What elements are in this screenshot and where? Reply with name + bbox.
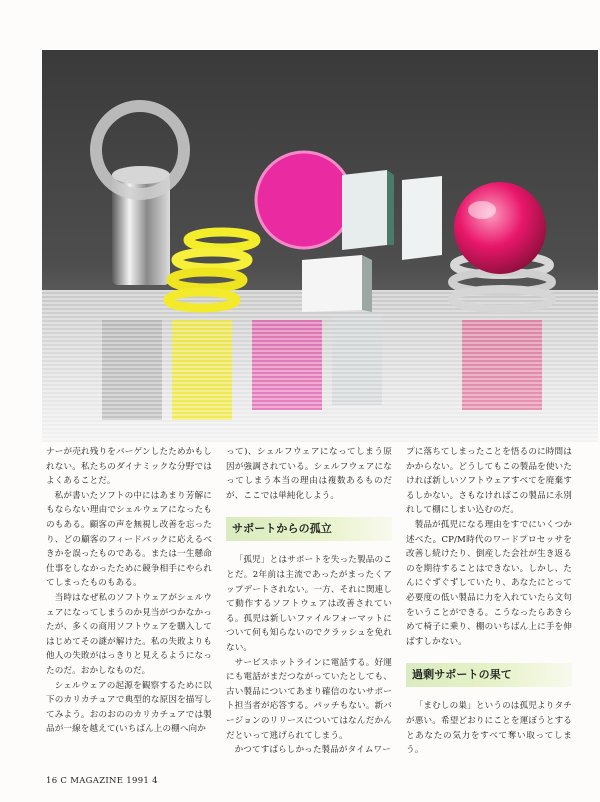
paragraph: プに落ちてしまったことを悟るのに時間はかからない。どうしてもこの製品を使いたければ新しいソフトウェアすべてを廃棄するしかない。さもなければこの製品に永別れして棚にしまい込むのだ。 [406, 447, 572, 516]
paragraph: 当時はなぜ私のソフトウェアがシェルウェアになってしまうのか見当がつかなかったが、多くの商用ソフトウェアを購入してはじめてその謎が解けた。私の失敗よりも他人の失敗がはっきりと見えるようになったのだ。おかしなものだ。 [46, 592, 212, 676]
paragraph: かつてすばらしかった製品がタイムワー [234, 745, 391, 756]
paragraph: 「まむしの巣」というのは孤児よりタチが悪い。希望どおりにことを運ぼうとするとあなたの気力をすべて奪い取ってしまう。 [406, 701, 572, 756]
text-column-3 [406, 445, 572, 758]
paragraph: シェルウェアの起源を観察するために以下のカリカチュアで典型的な原因を描写してみよう。おのおののカリカチュアでは製品が一線を越えて(いちばん上の棚へ向か [46, 680, 212, 735]
paragraph: 私が書いたソフトの中にはあまり芳解にもならない理由でシェルウェアになったものもある。顧客の声を無視し改善を忘ったり、どの顧客のフィードバックに応えるべきかを誤ったものである。または一生懸命仕事をしなかったために競争相手にやられてしまったものもある。 [46, 490, 212, 589]
paragraph: って)、シェルフウェアになってしまう原因が強調されている。シェルフウェアになってしまう本当の理由は複数あるものだが、ここでは単純化しよう。 [226, 447, 392, 501]
section-heading: サポートからの孤立 [226, 517, 392, 541]
page-footer: 16 C MAGAZINE 1991 4 [46, 776, 158, 786]
section-heading: 過剰サポートの果て [406, 663, 572, 687]
hero-photo [42, 50, 598, 442]
paragraph: ナーが売れ残りをバーゲンしたためかもしれない。私たちのダイナミックな分野ではよくあることだ。 [46, 447, 212, 487]
paragraph: 「孤児」とはサポートを失った製品のことだ。2年前は主流であったがまったくアップデートされない。一方、それに関連して動作するソフトウェアは改善されている。孤児は新しいファイルフォーマットについて何も知らないのでクラッシュを免れない。 [226, 555, 392, 653]
paragraph: サービスホットラインに電話する。好運にも電話がまだつながっていたとしても、古い製品についてあまり確信のないサポート担当者が応答する。パッチもない。新バージョンのリリースについてはなんだかんだといって逃げられてしまう。 [226, 657, 392, 741]
text-column-2 [226, 445, 392, 758]
paragraph: 製品が孤児になる理由をすでにいくつか述べた。CP/M時代のワードプロセッサを改善し続けたり、倒産した会社が生き返るのを期待することはできない。しかし、たんにぐずぐずしていたり、あなたにとって必要度の低い製品に力を入れていたら文句をいうことができる。こうなったらあきらめて椅子に乗り、棚のいちばん上に手を伸ばすしかない。 [406, 519, 572, 647]
text-column-1 [46, 445, 212, 737]
